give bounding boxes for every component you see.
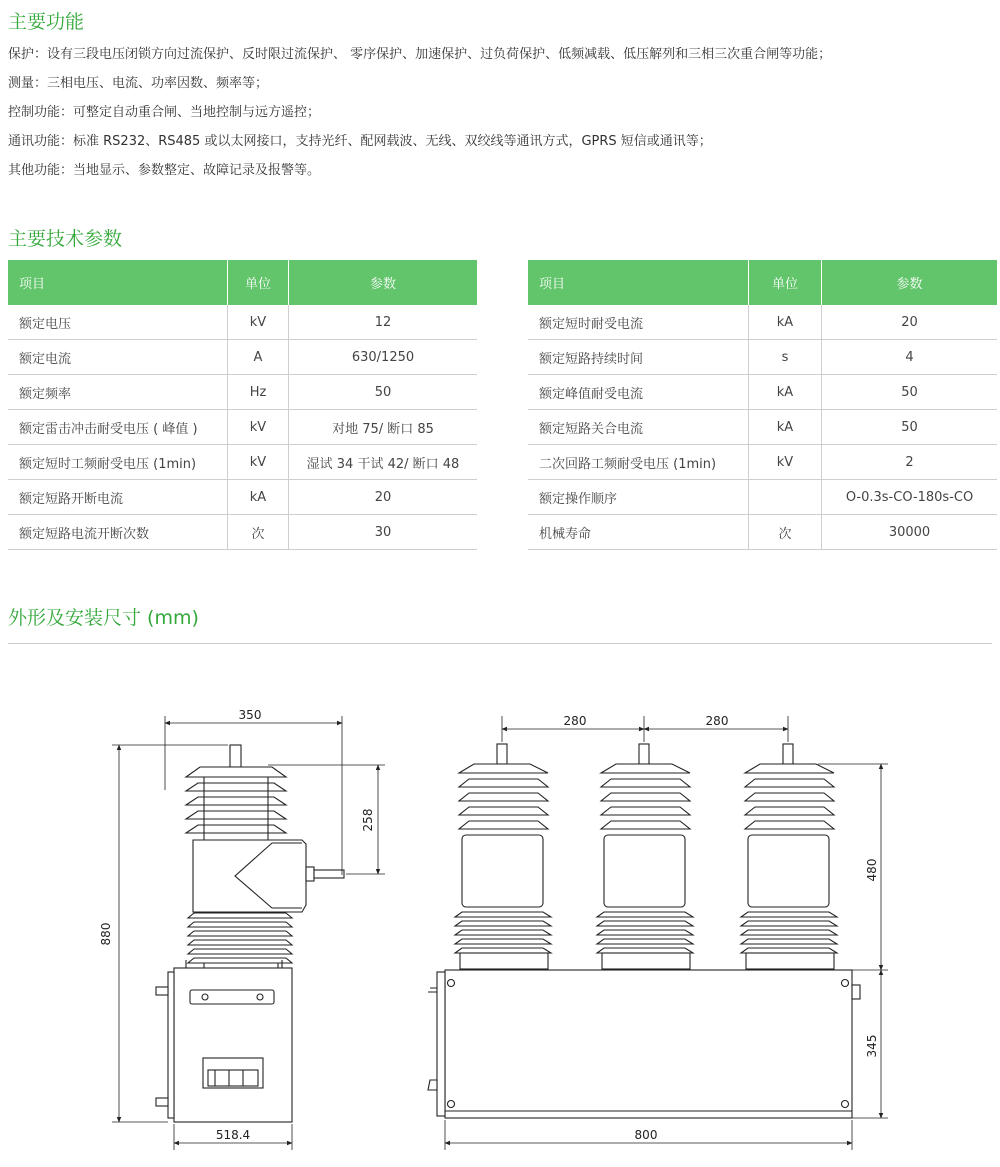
param-unit: kA [749, 305, 822, 340]
dim-front-pitch-1: 280 [563, 714, 587, 728]
param-name: 额定短路关合电流 [528, 410, 749, 445]
table-row [8, 445, 477, 480]
section-title-tech-params: 主要技术参数 [8, 228, 123, 250]
side-view-breaker [156, 745, 344, 1122]
param-value: 对地 75/ 断口 85 [289, 410, 478, 445]
table-row [8, 410, 477, 445]
param-value: 50 [822, 375, 998, 410]
table-header-row [528, 260, 997, 305]
param-unit: 次 [228, 515, 289, 550]
param-name: 额定电流 [8, 340, 228, 375]
pole-3 [741, 744, 837, 969]
header-value: 参数 [822, 260, 998, 305]
header-unit: 单位 [228, 260, 289, 305]
param-name: 额定短时工频耐受电压 (1min) [8, 445, 228, 480]
header-item: 项目 [8, 260, 228, 305]
dim-side-base: 518.4 [215, 1128, 251, 1142]
param-value: 20 [822, 305, 998, 340]
table-row [528, 480, 997, 515]
param-value: 30 [289, 515, 478, 550]
param-value: 50 [822, 410, 998, 445]
section-title-main-functions: 主要功能 [8, 11, 85, 33]
param-unit: Hz [228, 375, 289, 410]
front-base-box [445, 970, 852, 1118]
param-value: 4 [822, 340, 998, 375]
param-unit: kA [228, 480, 289, 515]
param-unit [749, 480, 822, 515]
upper-insulator-sheds [186, 767, 286, 840]
param-value: 12 [289, 305, 478, 340]
param-value: 50 [289, 375, 478, 410]
table-row [8, 480, 477, 515]
counter-window [203, 1058, 263, 1088]
param-name: 额定频率 [8, 375, 228, 410]
lower-insulator-sheds [188, 913, 292, 968]
param-name: 额定操作顺序 [528, 480, 749, 515]
param-value: 20 [289, 480, 478, 515]
dim-front-base-width: 800 [634, 1128, 658, 1142]
table-row [528, 445, 997, 480]
table-row [528, 515, 997, 550]
table-row [8, 515, 477, 550]
header-value: 参数 [289, 260, 478, 305]
param-unit: kV [228, 445, 289, 480]
param-name: 额定电压 [8, 305, 228, 340]
param-name: 额定短时耐受电流 [528, 305, 749, 340]
table-row [528, 410, 997, 445]
param-unit: kV [749, 445, 822, 480]
table-row [528, 340, 997, 375]
table-row [8, 375, 477, 410]
param-unit: kV [228, 305, 289, 340]
table-row [528, 375, 997, 410]
param-value: O-0.3s-CO-180s-CO [822, 480, 998, 515]
dim-side-height: 880 [99, 922, 113, 946]
param-name: 额定雷击冲击耐受电压 ( 峰值 ) [8, 410, 228, 445]
front-view-breaker [428, 744, 860, 1118]
param-unit: kA [749, 410, 822, 445]
pole-1 [455, 744, 551, 969]
feature-line-communication: 通讯功能：标准 RS232、RS485 或以太网接口，支持光纤、配网载波、无线、双绞线等通讯方式，GPRS 短信或通讯等； [8, 134, 712, 149]
dim-front-lower-height: 345 [865, 1034, 879, 1058]
dim-front-upper-height: 480 [865, 858, 879, 882]
param-unit: kV [228, 410, 289, 445]
param-unit: s [749, 340, 822, 375]
param-value: 30000 [822, 515, 998, 550]
spec-table-right [528, 260, 997, 550]
param-name: 二次回路工频耐受电压 (1min) [528, 445, 749, 480]
table-row [8, 305, 477, 340]
header-unit: 单位 [749, 260, 822, 305]
param-value: 湿试 34 干试 42/ 断口 48 [289, 445, 478, 480]
section-divider [8, 643, 992, 644]
spec-table-left [8, 260, 477, 550]
param-value: 630/1250 [289, 340, 478, 375]
table-row [528, 305, 997, 340]
table-row [8, 340, 477, 375]
feature-line-other: 其他功能：当地显示、参数整定、故障记录及报警等。 [8, 163, 321, 178]
feature-line-protection: 保护：设有三段电压闭锁方向过流保护、反时限过流保护、 零序保护、加速保护、过负荷保护、低频减载、低压解列和三相三次重合闸等功能； [8, 47, 832, 62]
header-item: 项目 [528, 260, 749, 305]
feature-line-measurement: 测量：三相电压、电流、功率因数、频率等； [8, 76, 269, 91]
dimension-drawing [0, 650, 1000, 1167]
side-body [193, 840, 306, 912]
dim-side-offset: 258 [361, 808, 375, 832]
param-name: 额定短路电流开断次数 [8, 515, 228, 550]
param-unit: A [228, 340, 289, 375]
param-value: 2 [822, 445, 998, 480]
param-name: 机械寿命 [528, 515, 749, 550]
pole-2 [597, 744, 693, 969]
param-name: 额定峰值耐受电流 [528, 375, 749, 410]
dim-front-pitch-2: 280 [705, 714, 729, 728]
param-name: 额定短路开断电流 [8, 480, 228, 515]
param-unit: kA [749, 375, 822, 410]
section-title-dimensions: 外形及安装尺寸 (mm) [8, 607, 199, 629]
param-name: 额定短路持续时间 [528, 340, 749, 375]
dim-side-width-top: 350 [238, 708, 262, 722]
table-header-row [8, 260, 477, 305]
param-unit: 次 [749, 515, 822, 550]
feature-line-control: 控制功能：可整定自动重合闸、当地控制与远方遥控； [8, 105, 321, 120]
